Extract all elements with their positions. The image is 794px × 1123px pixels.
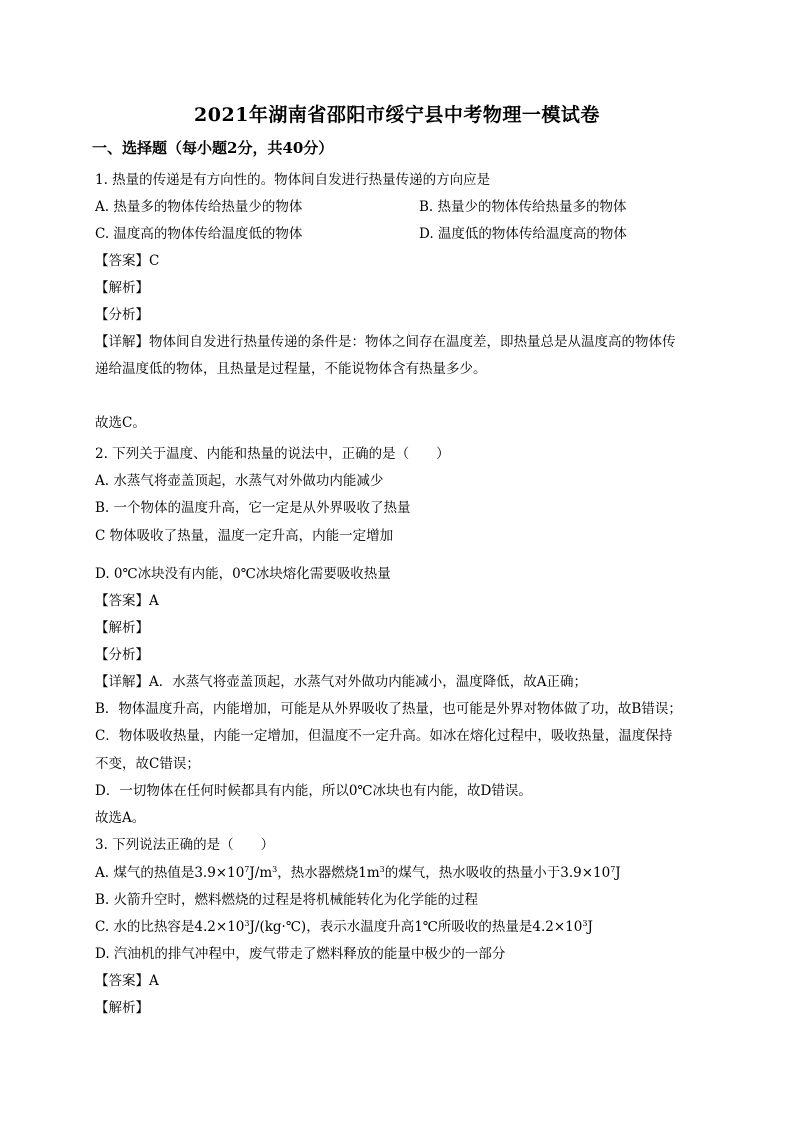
- q3-option-c: C. 水的比热容是$4.2\times 10^3J/(kg\cdot℃)$，表示水温度升高1℃所吸收的热量是$4.2\times 10^3J$: [95, 919, 593, 935]
- q2-stem: 2. 下列关于温度、内能和热量的说法中，正确的是（ ）: [95, 446, 450, 462]
- q1-option-a: A. 热量多的物体传给热量少的物体: [95, 199, 303, 215]
- q2-option-d: D. 0℃冰块没有内能，0℃冰块熔化需要吸收热量: [95, 566, 391, 582]
- q2-detail-line-1: 【详解】A．水蒸气将壶盖顶起，水蒸气对外做功内能减小，温度降低，故A正确；: [95, 674, 587, 690]
- q3-option-a: A. 煤气的热值是$3.9\times 10^7J/m^3$，热水器燃烧$1m^3$的煤气，热水吸收的热量小于$3.9\times 10^7J$: [95, 865, 621, 881]
- q2-option-a: A. 水蒸气将壶盖顶起，水蒸气对外做功内能减少: [95, 473, 384, 489]
- q1-fenxi-label: 【分析】: [95, 307, 149, 323]
- section-heading: 一、选择题（每小题2分，共40分）: [92, 139, 334, 157]
- q2-option-c: C 物体吸收了热量，温度一定升高，内能一定增加: [95, 528, 394, 544]
- q3-option-b: B. 火箭升空时，燃料燃烧的过程是将机械能转化为化学能的过程: [95, 892, 479, 908]
- q2-detail-line-5: D．一切物体在任何时候都具有内能，所以0℃冰块也有内能，故D错误。: [95, 783, 532, 799]
- q2-analysis-label: 【解析】: [95, 620, 149, 636]
- q1-option-b: B. 热量少的物体传给热量多的物体: [419, 199, 627, 215]
- q1-answer: 【答案】C: [95, 253, 160, 269]
- q1-option-d: D. 温度低的物体传给温度高的物体: [419, 226, 627, 242]
- q1-option-c: C. 温度高的物体传给温度低的物体: [95, 226, 303, 242]
- q2-answer: 【答案】A: [95, 593, 159, 609]
- q2-choose: 故选A。: [95, 810, 146, 826]
- q1-analysis-label: 【解析】: [95, 280, 149, 296]
- q2-fenxi-label: 【分析】: [95, 647, 149, 663]
- q3-option-d: D. 汽油机的排气冲程中，废气带走了燃料释放的能量中极少的一部分: [95, 946, 506, 962]
- q2-option-b: B. 一个物体的温度升高，它一定是从外界吸收了热量: [95, 500, 411, 516]
- q1-detail-line-1: 【详解】物体间自发进行热量传递的条件是：物体之间存在温度差，即热量总是从温度高的物体传: [95, 334, 676, 350]
- q2-detail-line-2: B．物体温度升高，内能增加，可能是从外界吸收了热量，也可能是外界对物体做了功，故B错误；: [95, 701, 682, 717]
- q2-detail-line-4: 不变，故C错误；: [95, 756, 200, 772]
- q3-stem: 3. 下列说法正确的是（ ）: [95, 837, 275, 853]
- q3-analysis-label: 【解析】: [95, 1000, 149, 1016]
- q3-answer: 【答案】A: [95, 973, 159, 989]
- q1-detail-line-2: 递给温度低的物体，且热量是过程量，不能说物体含有热量多少。: [95, 361, 487, 377]
- q2-detail-line-3: C．物体吸收热量，内能一定增加，但温度不一定升高。如冰在熔化过程中，吸收热量，温度保持: [95, 728, 673, 744]
- q1-stem: 1. 热量的传递是有方向性的。物体间自发进行热量传递的方向应是: [95, 172, 491, 188]
- page-title: 2021年湖南省邵阳市绥宁县中考物理一模试卷: [194, 104, 600, 126]
- q1-choose: 故选C。: [95, 415, 146, 431]
